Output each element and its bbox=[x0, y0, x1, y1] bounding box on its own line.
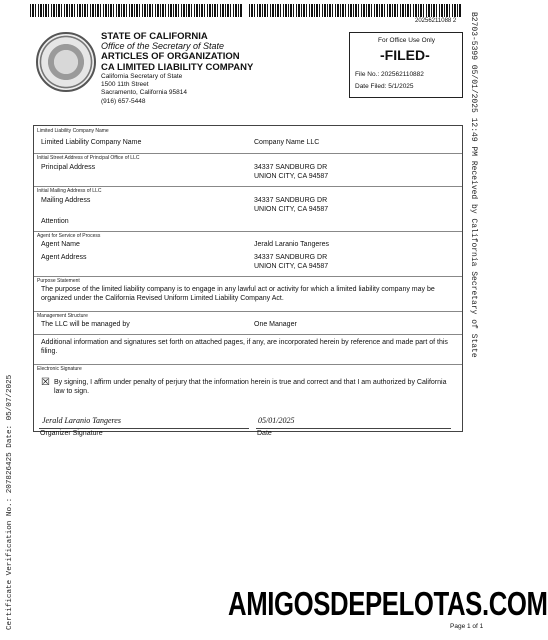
date-line bbox=[256, 428, 451, 429]
section-agent bbox=[34, 231, 462, 232]
agent-addr-2: UNION CITY, CA 94587 bbox=[254, 263, 329, 270]
mailing-addr-2: UNION CITY, CA 94587 bbox=[254, 206, 329, 213]
section-management bbox=[34, 311, 462, 312]
office-use-box bbox=[349, 32, 463, 98]
mailing-addr-1: 34337 SANDBURG DR bbox=[254, 197, 328, 204]
agent-addr-1: 34337 SANDBURG DR bbox=[254, 254, 328, 261]
section-purpose bbox=[34, 276, 462, 277]
affirm-text: By signing, I affirm under penalty of perjury that the information herein is true and correct and that I am authorized by California law to sign. bbox=[54, 379, 447, 395]
management-label: The LLC will be managed by bbox=[41, 321, 130, 328]
organizer-signature: Jerald Laranio Tangeres bbox=[42, 416, 121, 425]
certificate-verification: Certificate Verification No.: 207826425 Date: 05/07/2025 bbox=[6, 374, 14, 630]
llc-name-label: Limited Liability Company Name bbox=[41, 139, 142, 146]
management-value: One Manager bbox=[254, 321, 297, 328]
section-heading-management: Management Structure bbox=[37, 313, 88, 319]
section-heading-purpose: Purpose Statement bbox=[37, 278, 80, 284]
form-subtitle: CA LIMITED LIABILITY COMPANY bbox=[101, 61, 254, 73]
mailing-label: Mailing Address bbox=[41, 197, 91, 204]
agent-address-label: Agent Address bbox=[41, 254, 87, 261]
barcode-left bbox=[30, 4, 242, 17]
page-number: Page 1 of 1 bbox=[450, 623, 484, 630]
phone: (916) 657-5448 bbox=[101, 97, 146, 105]
section-heading-llc-name: Limited Liability Company Name bbox=[37, 128, 109, 134]
affirm-checkbox[interactable]: ☒ bbox=[41, 377, 50, 388]
principal-label: Principal Address bbox=[41, 164, 96, 171]
address-line-2: 1500 11th Street bbox=[101, 81, 149, 89]
llc-name-value: Company Name LLC bbox=[254, 139, 320, 146]
signature-line bbox=[39, 428, 249, 429]
additional-text: Additional information and signatures set forth on attached pages, if any, are incorporated herein by reference and made part of this filing. bbox=[41, 339, 448, 355]
date-filed: Date Filed: 5/1/2025 bbox=[355, 83, 414, 90]
office-use-label: For Office Use Only bbox=[378, 37, 435, 44]
state-title: STATE OF CALIFORNIA bbox=[101, 31, 208, 42]
attention-label: Attention bbox=[41, 218, 69, 225]
date-label: Date bbox=[257, 430, 272, 437]
section-heading-mailing: Initial Mailing Address of LLC bbox=[37, 188, 102, 194]
file-number: File No.: 202562110882 bbox=[355, 71, 424, 78]
agent-name-label: Agent Name bbox=[41, 241, 80, 248]
organizer-signature-label: Organizer Signature bbox=[40, 430, 103, 437]
address-line-1: California Secretary of State bbox=[101, 73, 183, 81]
form-body bbox=[33, 125, 463, 432]
address-line-3: Sacramento, California 95814 bbox=[101, 89, 187, 97]
section-heading-esign: Electronic Signature bbox=[37, 366, 82, 372]
barcode-right bbox=[249, 4, 461, 17]
purpose-text: The purpose of the limited liability company is to engage in any lawful act or activity for which a limited liability company may be organized under the California Revised Uniform Limited Liability Company Act. bbox=[41, 286, 435, 302]
office-title: Office of the Secretary of State bbox=[101, 41, 225, 52]
received-stamp: B2703-5399 05/01/2025 12:49 PM Received by California Secretary of State bbox=[469, 12, 478, 358]
state-seal bbox=[36, 32, 96, 92]
section-mailing bbox=[34, 186, 462, 187]
form-title: ARTICLES OF ORGANIZATION bbox=[101, 51, 240, 63]
section-heading-agent: Agent for Service of Process bbox=[37, 233, 101, 239]
signature-date: 05/01/2025 bbox=[258, 416, 295, 425]
section-principal bbox=[34, 153, 462, 154]
header-block bbox=[101, 32, 253, 106]
agent-name-value: Jerald Laranio Tangeres bbox=[254, 241, 329, 248]
section-esign bbox=[34, 364, 462, 365]
section-heading-principal: Initial Street Address of Principal Office of LLC bbox=[37, 155, 140, 161]
principal-addr-2: UNION CITY, CA 94587 bbox=[254, 173, 329, 180]
watermark-logo: AMIGOSDEPELOTAS.COM bbox=[228, 585, 548, 622]
section-additional bbox=[34, 334, 462, 335]
principal-addr-1: 34337 SANDBURG DR bbox=[254, 164, 328, 171]
filed-status: -FILED- bbox=[380, 47, 430, 63]
barcode-number: 20256211088 2 bbox=[415, 18, 457, 24]
